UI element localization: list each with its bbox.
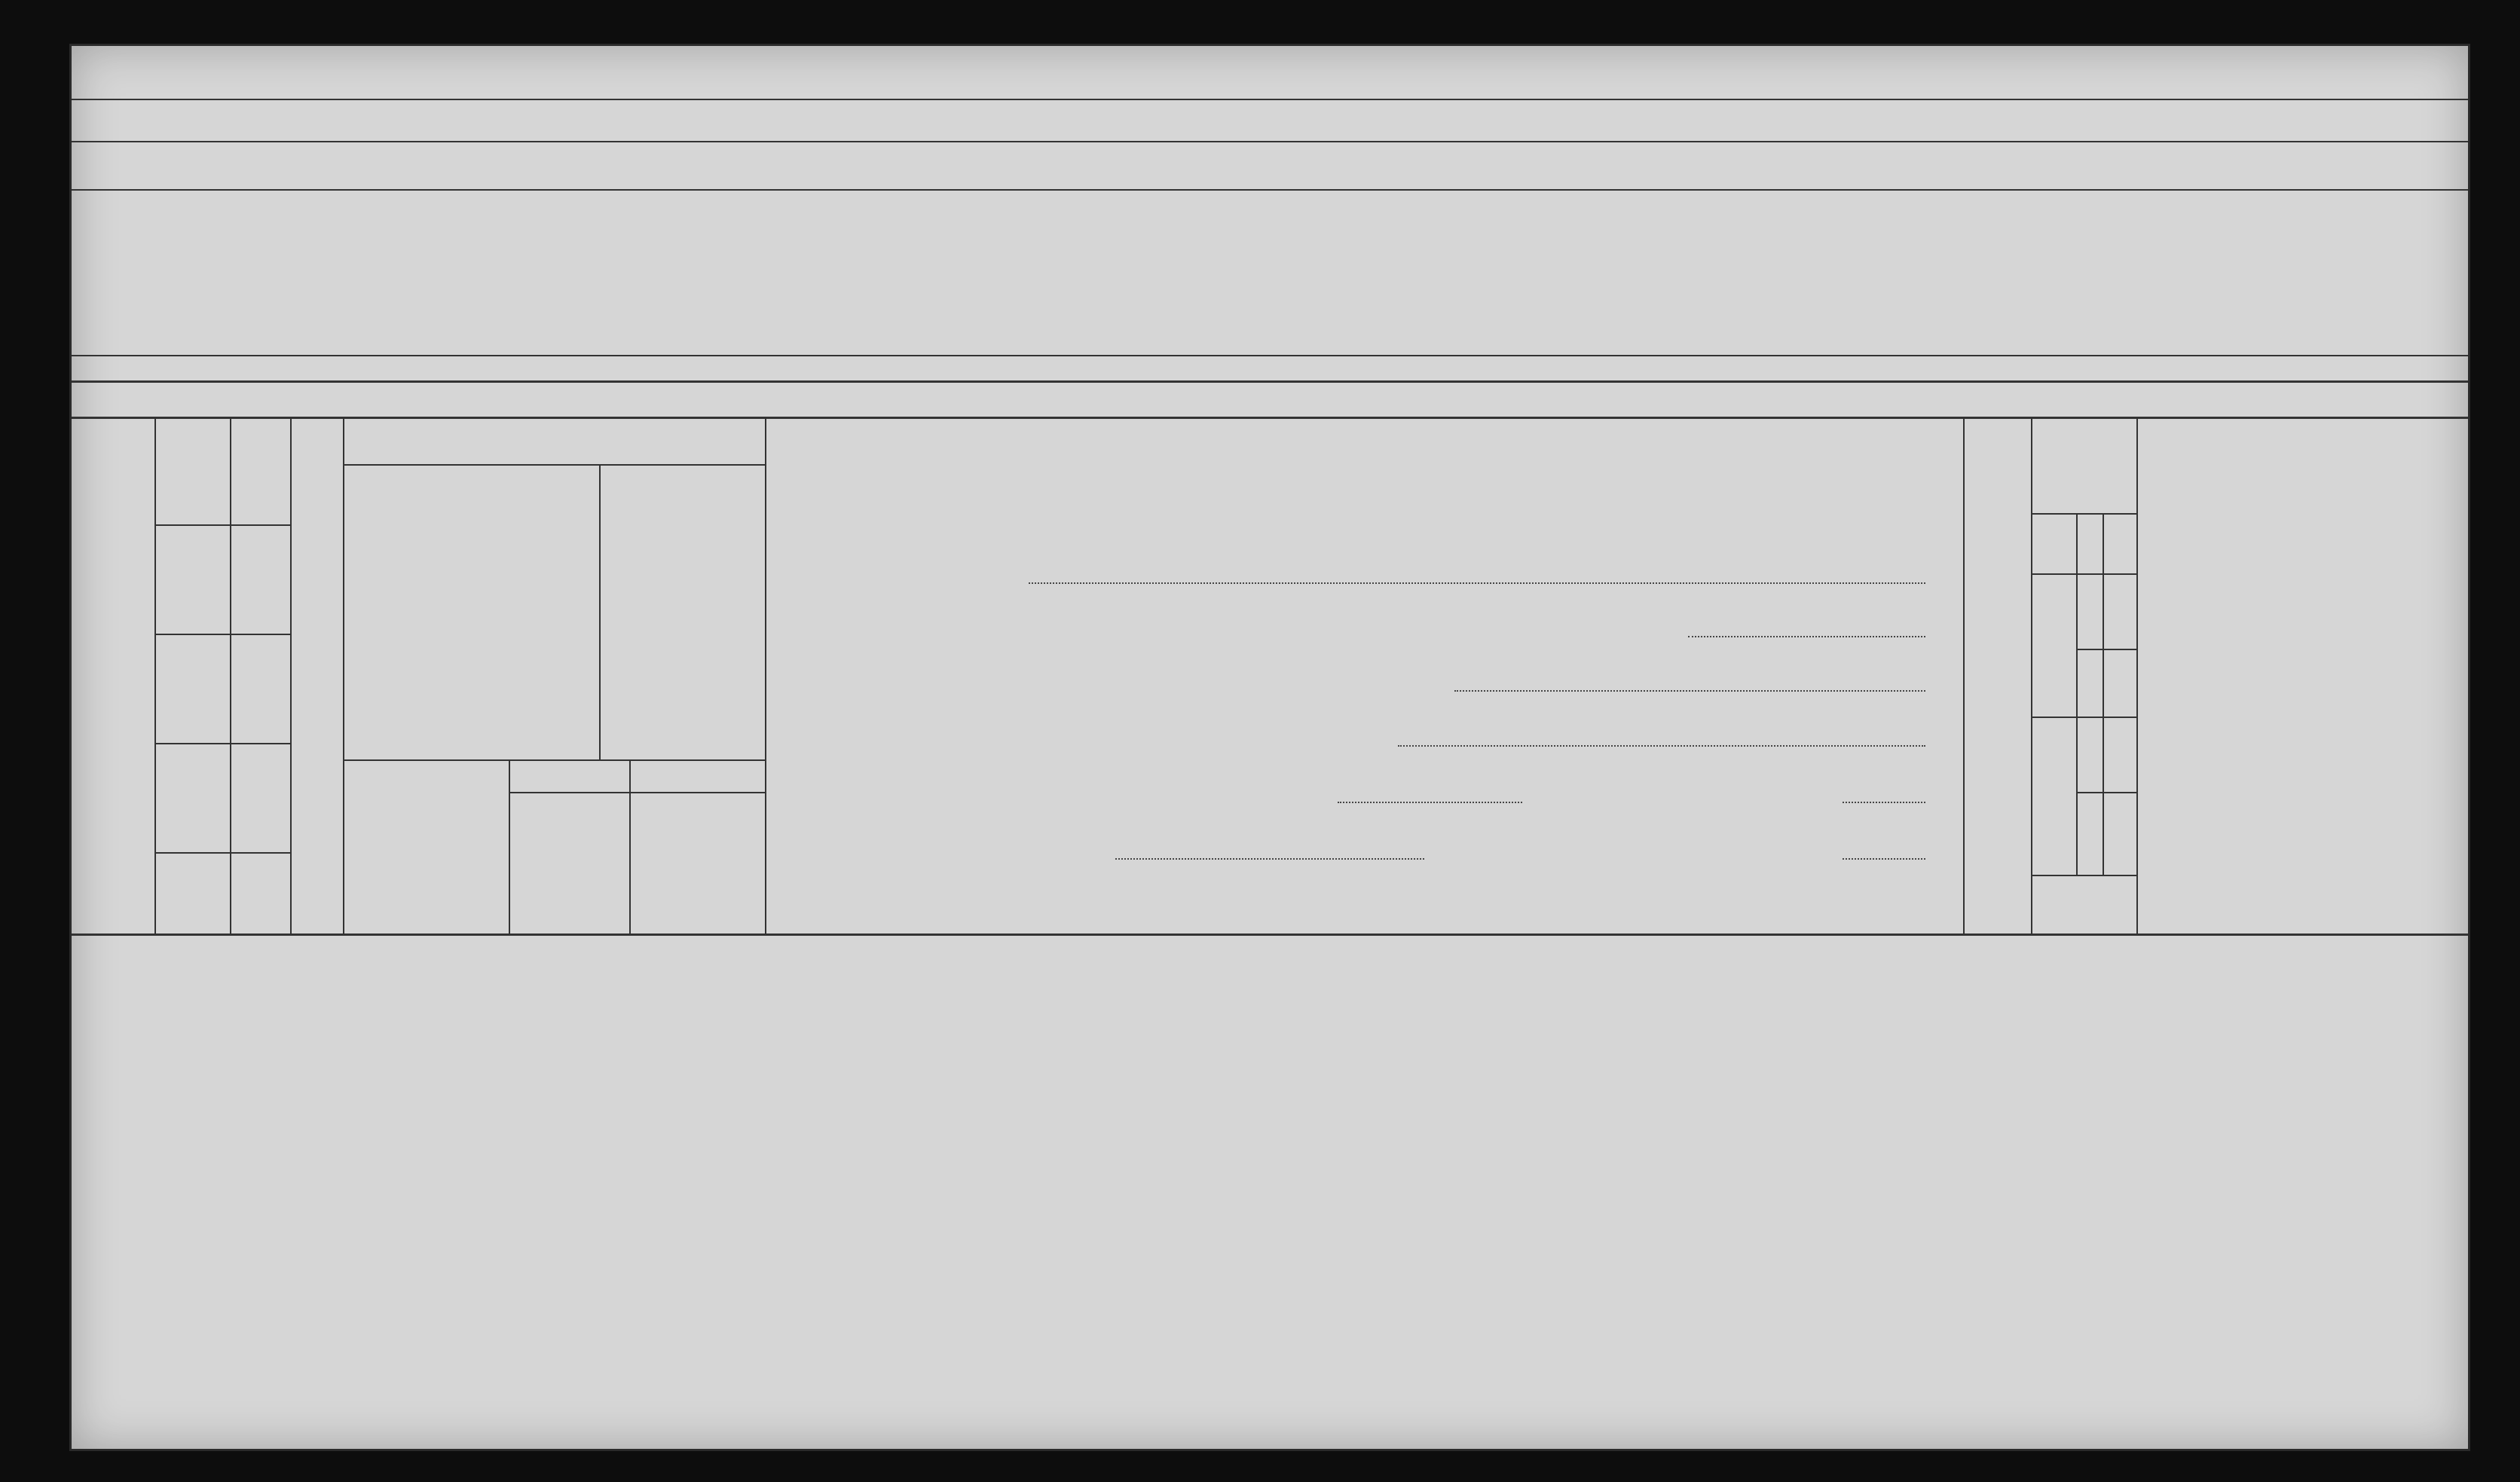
- q6b-blank[interactable]: [1843, 858, 1925, 860]
- rule: [230, 418, 231, 934]
- census-card: [69, 44, 2470, 1451]
- rule: [154, 418, 156, 934]
- rule: [2076, 792, 2136, 793]
- rule: [154, 524, 290, 526]
- zhen-vsego: [2078, 652, 2100, 717]
- rule: [72, 189, 2468, 191]
- rule: [629, 759, 631, 934]
- vne-nadelnyh-label: [82, 1267, 135, 1406]
- q5a-blank[interactable]: [1338, 802, 1522, 803]
- muzh-label: [2040, 724, 2070, 867]
- q6a-blank[interactable]: [1115, 858, 1424, 860]
- rule: [2076, 649, 2136, 650]
- rule: [2136, 418, 2138, 934]
- rule: [290, 418, 292, 934]
- rule: [72, 99, 2468, 100]
- rule: [72, 380, 2468, 383]
- zhen-label: [2040, 581, 2070, 709]
- muzh-vsego: [2078, 799, 2100, 871]
- q2-blank[interactable]: [1688, 636, 1925, 637]
- rule: [2031, 418, 2032, 934]
- rule: [72, 417, 2468, 419]
- q4-blank[interactable]: [1398, 745, 1925, 747]
- skolko-label: [298, 438, 337, 905]
- rule: [154, 634, 290, 635]
- rule: [72, 934, 2468, 936]
- rule: [72, 141, 2468, 142]
- rule: [509, 759, 510, 934]
- rule: [2031, 513, 2136, 515]
- rule: [2031, 573, 2136, 575]
- rule: [154, 852, 290, 854]
- rule: [343, 464, 765, 466]
- population-title: [1978, 438, 2023, 912]
- rule: [509, 792, 765, 793]
- q5b-blank[interactable]: [1843, 802, 1925, 803]
- itogo-dush: [2037, 517, 2073, 571]
- zhen-trud: [2078, 577, 2102, 649]
- rule: [599, 464, 601, 761]
- rule: [765, 418, 766, 934]
- rule: [154, 743, 290, 744]
- rule: [343, 418, 344, 934]
- q3-blank[interactable]: [1454, 690, 1925, 692]
- rule: [2031, 717, 2136, 718]
- rule: [72, 355, 2468, 356]
- q1-blank[interactable]: [1029, 582, 1925, 584]
- rule: [2031, 875, 2136, 876]
- rule: [2103, 513, 2104, 875]
- muzh-trud: [2078, 720, 2102, 792]
- rule: [1963, 418, 1965, 934]
- rule: [343, 759, 765, 761]
- nadelnyh-label: [82, 1131, 135, 1267]
